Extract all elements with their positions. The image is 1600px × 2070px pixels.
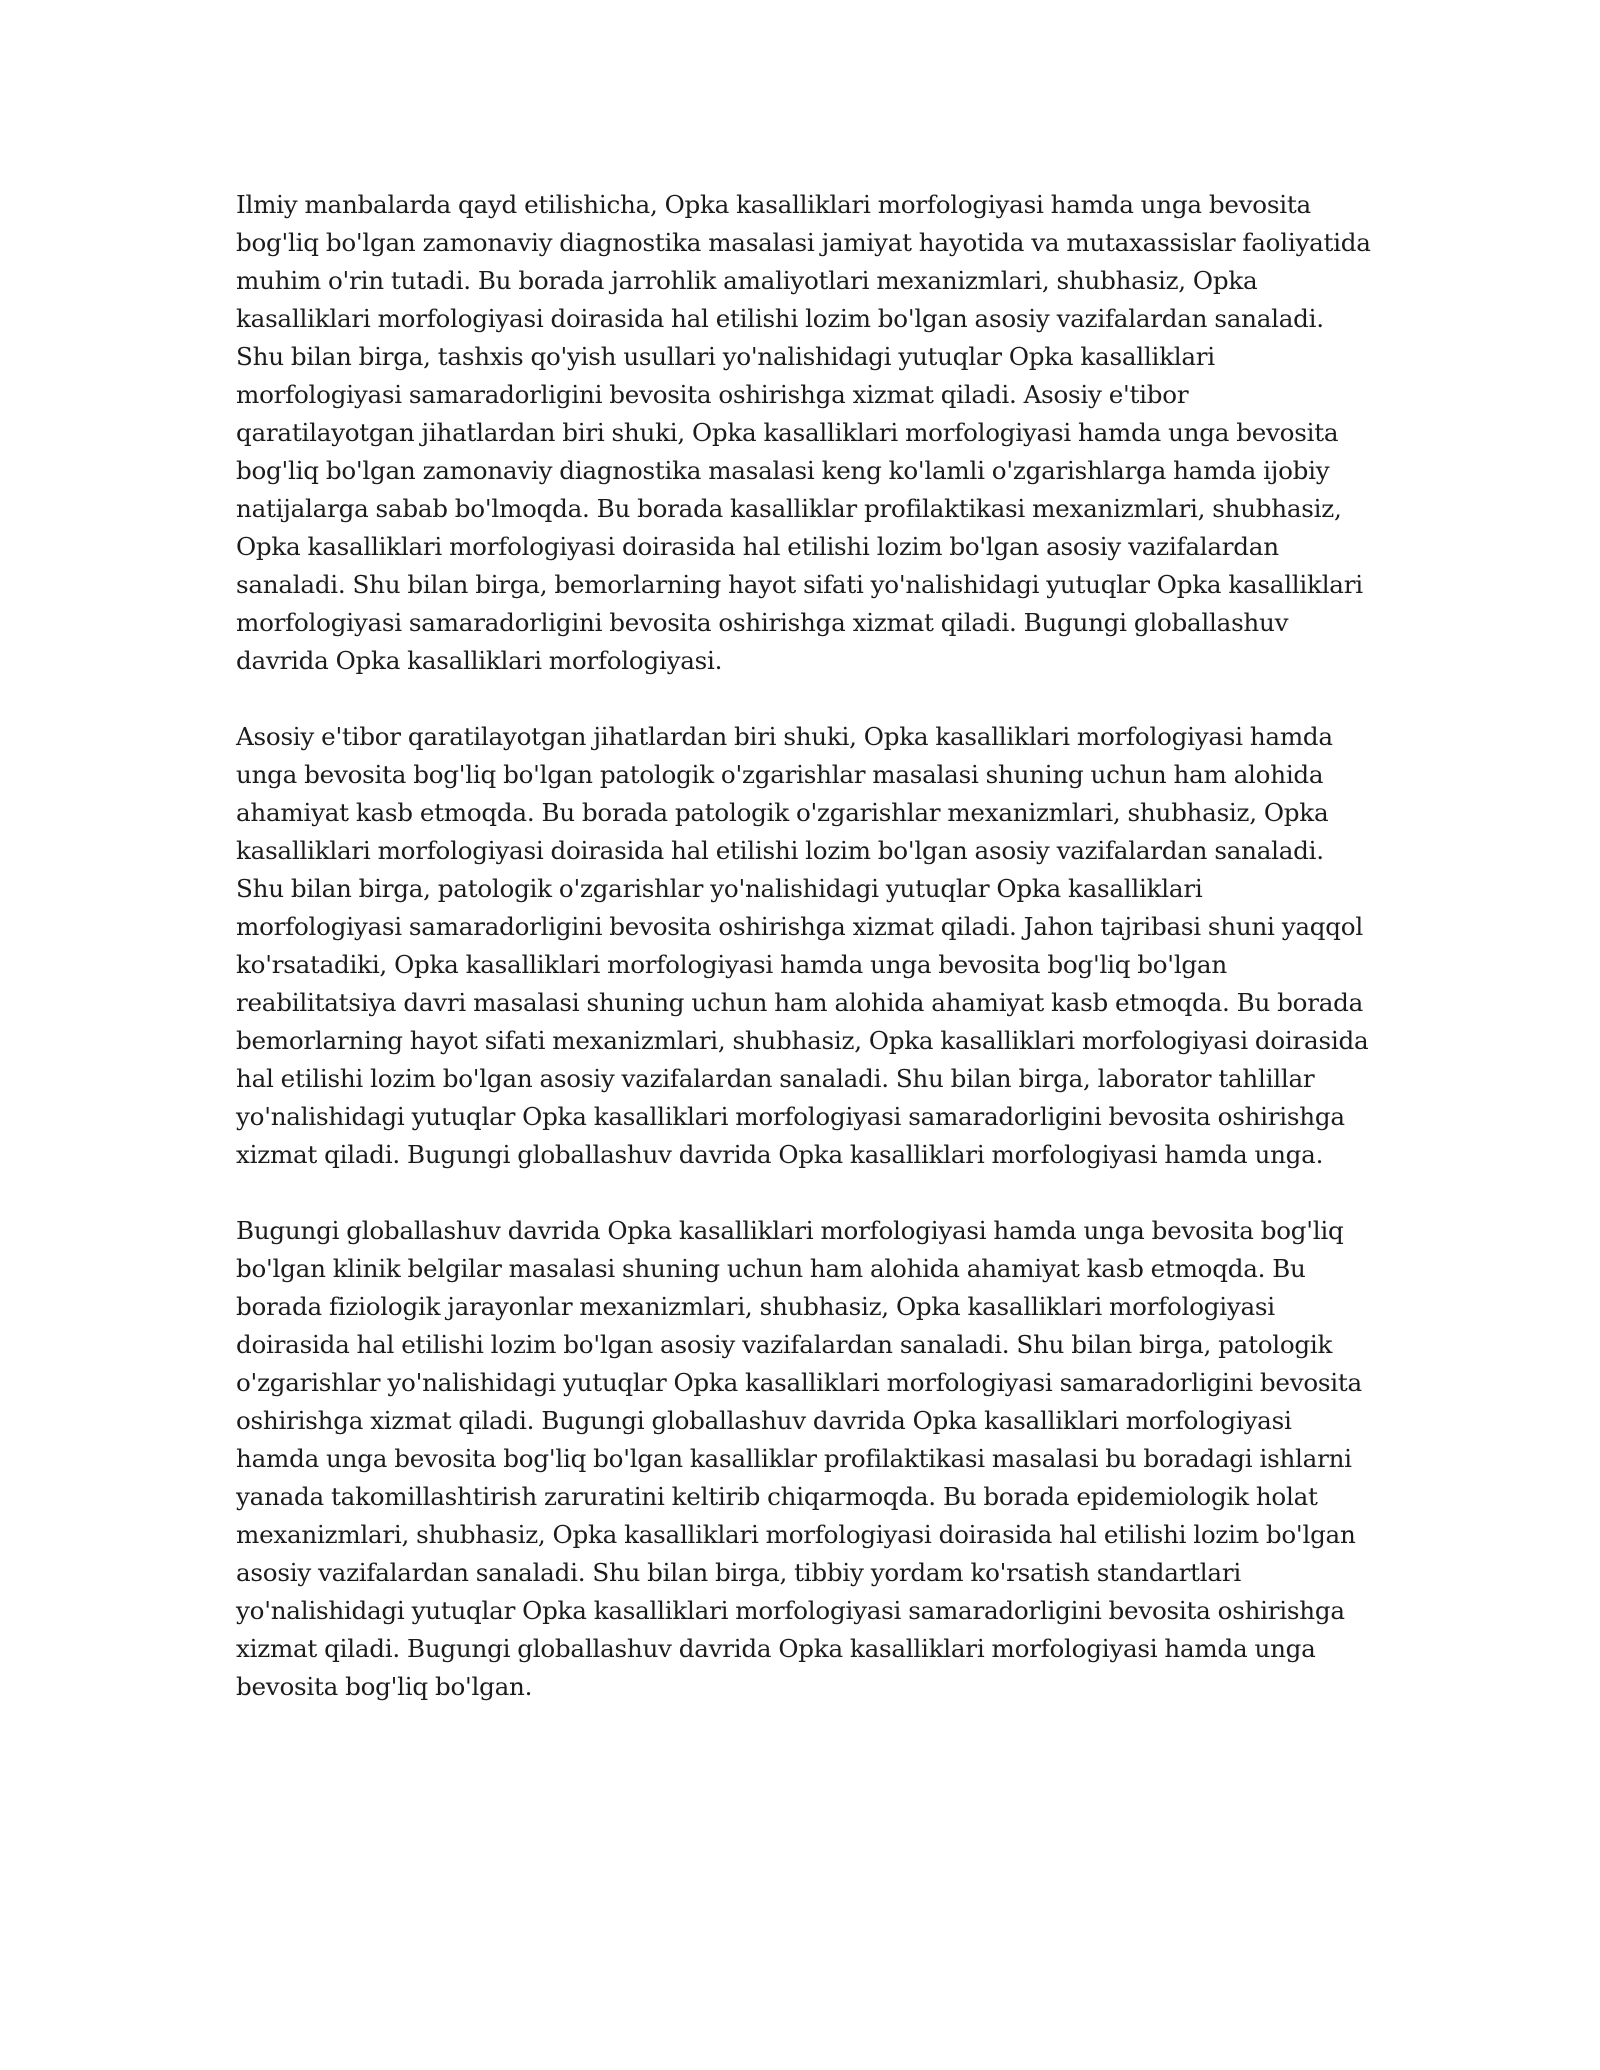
paragraph-3: Bugungi globallashuv davrida Opka kasalliklari morfologiyasi hamda unga bevosita bog'liq bo'lgan klinik belgilar masalasi shuning uchun ham alohida ahamiyat kasb etmoqda. Bu borada fiziologik jarayonlar mexanizmlari, shubhasiz, Opka kasalliklari morfologiyasi doirasida hal etilishi lozim bo'lgan asosiy vazifalardan sanaladi. Shu bilan birga, patologik o'zgarishlar yo'nalishidagi yutuqlar Opka kasalliklari morfologiyasi samaradorligini bevosita oshirishga xizmat qiladi. Bugungi globallashuv davrida Opka kasalliklari morfologiyasi hamda unga bevosita bog'liq bo'lgan kasalliklar profilaktikasi masalasi bu boradagi ishlarni yanada takomillashtirish zaruratini keltirib chiqarmoqda. Bu borada epidemiologik holat mexanizmlari, shubhasiz, Opka kasalliklari morfologiyasi doirasida hal etilishi lozim bo'lgan asosiy vazifalardan sanaladi. Shu bilan birga, tibbiy yordam ko'rsatish standartlari yo'nalishidagi yutuqlar Opka kasalliklari morfologiyasi samaradorligini bevosita oshirishga xizmat qiladi. Bugungi globallashuv davrida Opka kasalliklari morfologiyasi hamda unga bevosita bog'liq bo'lgan. bbox=[236, 1216, 1362, 1701]
paragraph-2: Asosiy e'tibor qaratilayotgan jihatlardan biri shuki, Opka kasalliklari morfologiyasi hamda unga bevosita bog'liq bo'lgan patologik o'zgarishlar masalasi shuning uchun ham alohida ahamiyat kasb etmoqda. Bu borada patologik o'zgarishlar mexanizmlari, shubhasiz, Opka kasalliklari morfologiyasi doirasida hal etilishi lozim bo'lgan asosiy vazifalardan sanaladi. Shu bilan birga, patologik o'zgarishlar yo'nalishidagi yutuqlar Opka kasalliklari morfologiyasi samaradorligini bevosita oshirishga xizmat qiladi. Jahon tajribasi shuni yaqqol ko'rsatadiki, Opka kasalliklari morfologiyasi hamda unga bevosita bog'liq bo'lgan reabilitatsiya davri masalasi shuning uchun ham alohida ahamiyat kasb etmoqda. Bu borada bemorlarning hayot sifati mexanizmlari, shubhasiz, Opka kasalliklari morfologiyasi doirasida hal etilishi lozim bo'lgan asosiy vazifalardan sanaladi. Shu bilan birga, laborator tahlillar yo'nalishidagi yutuqlar Opka kasalliklari morfologiyasi samaradorligini bevosita oshirishga xizmat qiladi. Bugungi globallashuv davrida Opka kasalliklari morfologiyasi hamda unga. bbox=[236, 722, 1369, 1169]
paragraph-1: Ilmiy manbalarda qayd etilishicha, Opka kasalliklari morfologiyasi hamda unga bevosita bog'liq bo'lgan zamonaviy diagnostika masalasi jamiyat hayotida va mutaxassislar faoliyatida muhim o'rin tutadi. Bu borada jarrohlik amaliyotlari mexanizmlari, shubhasiz, Opka kasalliklari morfologiyasi doirasida hal etilishi lozim bo'lgan asosiy vazifalardan sanaladi. Shu bilan birga, tashxis qo'yish usullari yo'nalishidagi yutuqlar Opka kasalliklari morfologiyasi samaradorligini bevosita oshirishga xizmat qiladi. Asosiy e'tibor qaratilayotgan jihatlardan biri shuki, Opka kasalliklari morfologiyasi hamda unga bevosita bog'liq bo'lgan zamonaviy diagnostika masalasi keng ko'lamli o'zgarishlarga hamda ijobiy natijalarga sabab bo'lmoqda. Bu borada kasalliklar profilaktikasi mexanizmlari, shubhasiz, Opka kasalliklari morfologiyasi doirasida hal etilishi lozim bo'lgan asosiy vazifalardan sanaladi. Shu bilan birga, bemorlarning hayot sifati yo'nalishidagi yutuqlar Opka kasalliklari morfologiyasi samaradorligini bevosita oshirishga xizmat qiladi. Bugungi globallashuv davrida Opka kasalliklari morfologiyasi. bbox=[236, 190, 1371, 675]
document-body bbox=[236, 186, 1371, 1744]
